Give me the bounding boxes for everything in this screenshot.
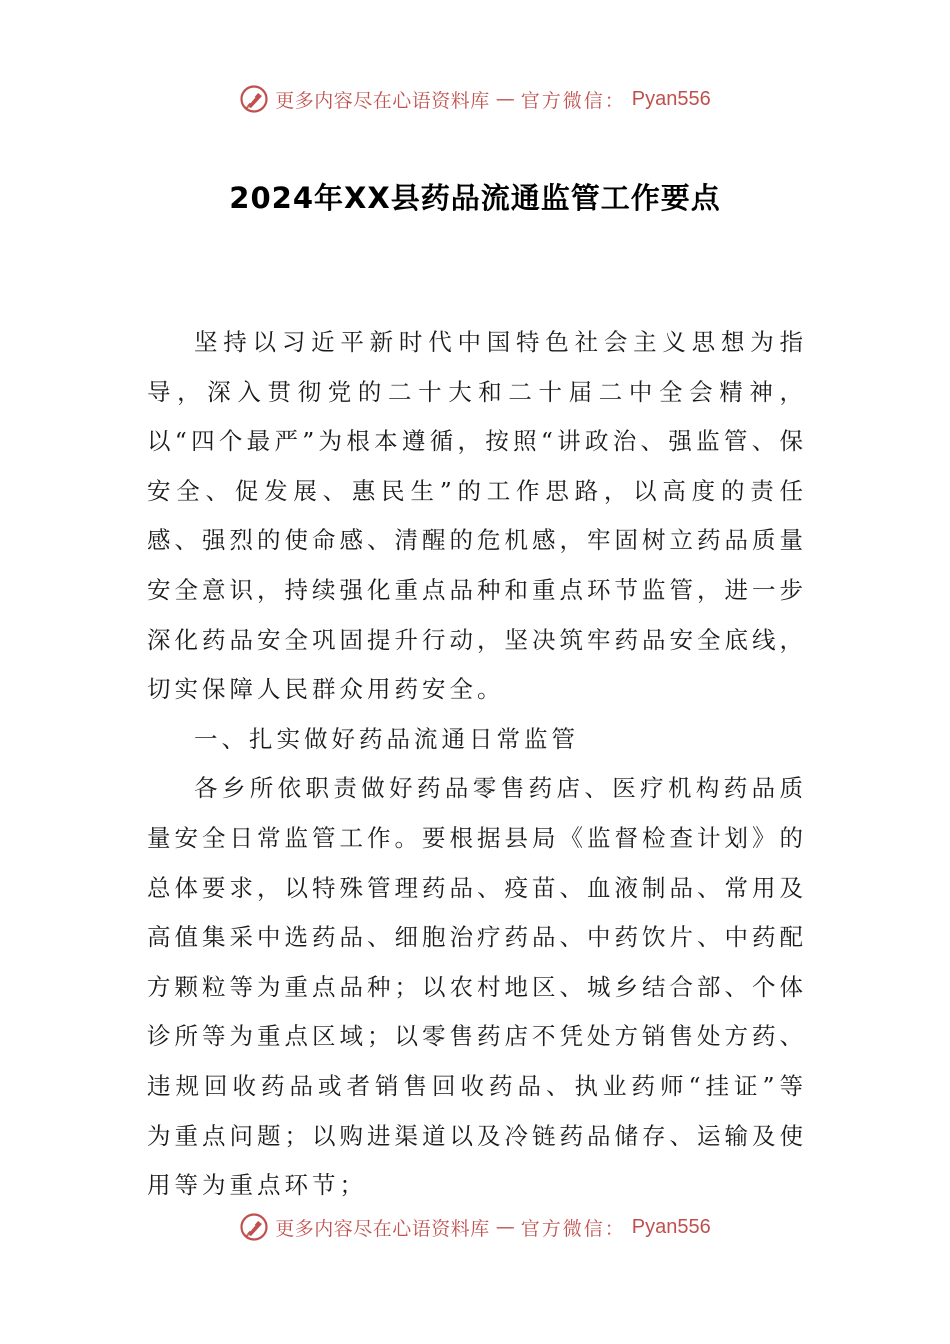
watermark-official-label: 官方微信： [520, 1217, 626, 1240]
document-body [147, 318, 807, 1211]
watermark-wechat-id: Pyan556 [631, 87, 711, 110]
footer-watermark [0, 1212, 950, 1242]
section-1-paragraph: 各乡所依职责做好药品零售药店、医疗机构药品质量安全日常监管工作。要根据县局《监督检查计划》的总体要求，以特殊管理药品、疫苗、血液制品、常用及高值集采中选药品、细胞治疗药品、中药饮片、中药配方颗粒等为重点品种；以农村地区、城乡结合部、个体诊所等为重点区域；以零售药店不凭处方销售处方药、违规回收药品或者销售回收药品、执业药师“挂证”等为重点问题；以购进渠道以及冷链药品储存、运输及使用等为重点环节； [147, 774, 807, 1200]
pen-nib-logo-icon [239, 1212, 269, 1242]
pen-nib-logo-icon [239, 84, 269, 114]
watermark-separator: — [495, 1216, 515, 1238]
watermark-separator: — [495, 88, 515, 110]
watermark-wechat-id: Pyan556 [631, 1215, 711, 1238]
intro-paragraph: 坚持以习近平新时代中国特色社会主义思想为指导，深入贯彻党的二十大和二十届二中全会精神，以“四个最严”为根本遵循，按照“讲政治、强监管、保安全、促发展、惠民生”的工作思路，以高度的责任感、强烈的使命感、清醒的危机感，牢固树立药品质量安全意识，持续强化重点品种和重点环节监管，进一步深化药品安全巩固提升行动，坚决筑牢药品安全底线，切实保障人民群众用药安全。 [147, 328, 807, 704]
watermark-main-text: 更多内容尽在心语资料库 [275, 1217, 490, 1240]
document-title: 2024年XX县药品流通监管工作要点 [229, 181, 721, 215]
section-heading-1: 一、扎实做好药品流通日常监管 [194, 724, 579, 753]
watermark-official-label: 官方微信： [520, 89, 626, 112]
watermark-main-text: 更多内容尽在心语资料库 [275, 89, 490, 112]
header-watermark [0, 84, 950, 114]
